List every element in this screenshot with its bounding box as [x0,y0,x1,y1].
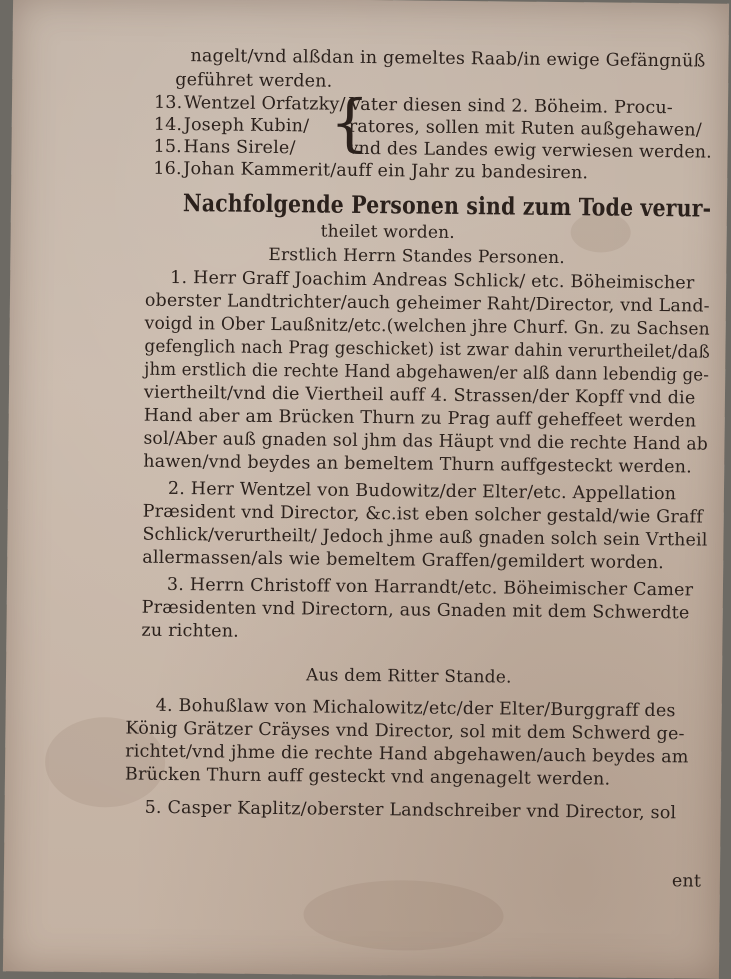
list-item-name: Johan Kammerit/auff ein Jahr zu bandesiren. [183,159,589,184]
text-line: geführet werden. [175,69,333,92]
list-item-number: 16. [153,158,182,180]
text-line: Hand aber am Brücken Thurn zu Prag auff geheffeet werden [143,405,697,432]
text-line: 3. Herrn Christoff von Harrandt/etc. Böheimischer Camer [166,574,694,601]
catchword: ent [671,871,702,892]
list-item-number: 15. [153,136,183,158]
list-item-text: vnd des Landes ewig verwiesen werden. [348,138,713,163]
list-item-number: 14. [153,114,183,136]
text-line: König Grätzer Cräyses vnd Director, sol mit dem Schwerd ge- [125,718,685,745]
list-item-name: Joseph Kubin/ [183,115,310,137]
text-line: jhm erstlich die rechte Hand abgehawen/er alß dann lebendig ge- [144,359,710,386]
list-item-name: Wentzel Orfatzky/ [183,93,346,115]
text-line: Brücken Thurn auff gesteckt vnd angenagelt werden. [124,764,611,790]
text-line: viertheilt/vnd die Viertheil auff 4. Strassen/der Kopff vnd die [143,382,696,409]
text-line: oberster Landtrichter/auch geheimer Raht/Director, vnd Land- [144,290,710,317]
text-line: 1. Herr Graff Joachim Andreas Schlick/ etc. Böheimischer [170,267,695,294]
text-line: Schlick/verurtheilt/ Jedoch jhme auß gnaden solch sein Vrtheil [142,524,708,551]
subheading: Erstlich Herrn Standes Personen. [268,244,566,269]
text-line: nagelt/vnd alßdan in gemeltes Raab/in ewige Gefängnüß [190,46,706,72]
brace-glyph: { [329,85,370,160]
text-line: Præsidenten vnd Directorn, aus Gnaden mit dem Schwerdte [141,597,690,624]
text-line: zu richten. [141,620,240,642]
text-line: Præsident vnd Director, &c.ist eben solcher gestald/wie Graff [142,501,704,528]
list-item-text: ratores, sollen mit Ruten außgehawen/ [348,116,702,141]
text-line: gefenglich nach Prag geschicket) ist zwar dahin verurtheilet/daß [144,336,711,363]
text-line: hawen/vnd beydes an bemeltem Thurn auffgesteckt werden. [143,451,693,478]
list-item-text: Vater diesen sind 2. Böheim. Procu- [348,94,674,119]
text-line: voigd in Ober Laußnitz/etc.(welchen jhre Churf. Gn. zu Sachsen [144,313,710,340]
list-item-name: Hans Sirele/ [183,137,296,159]
text-line: sol/Aber auß gnaden sol jhm das Häupt vnd die rechte Hand ab [143,428,709,455]
text-line: allermassen/als wie bemeltem Graffen/gemildert worden. [142,547,665,574]
section-heading-cont: theilet worden. [320,221,455,243]
text-line: richtet/vnd jhme die rechte Hand abgehawen/auch beydes am [125,741,689,768]
text-line: 5. Casper Kaplitz/oberster Landschreiber vnd Director, sol [144,797,677,824]
list-item-number: 13. [153,92,183,114]
document-page [3,0,729,979]
subheading: Aus dem Ritter Stande. [305,665,512,688]
text-line: 4. Bohußlaw von Michalowitz/etc/der Elter/Burggraff des [155,695,676,722]
text-line: 2. Herr Wentzel von Budowitz/der Elter/etc. Appellation [167,478,677,505]
section-heading: Nachfolgende Personen sind zum Tode verur- [182,188,712,223]
